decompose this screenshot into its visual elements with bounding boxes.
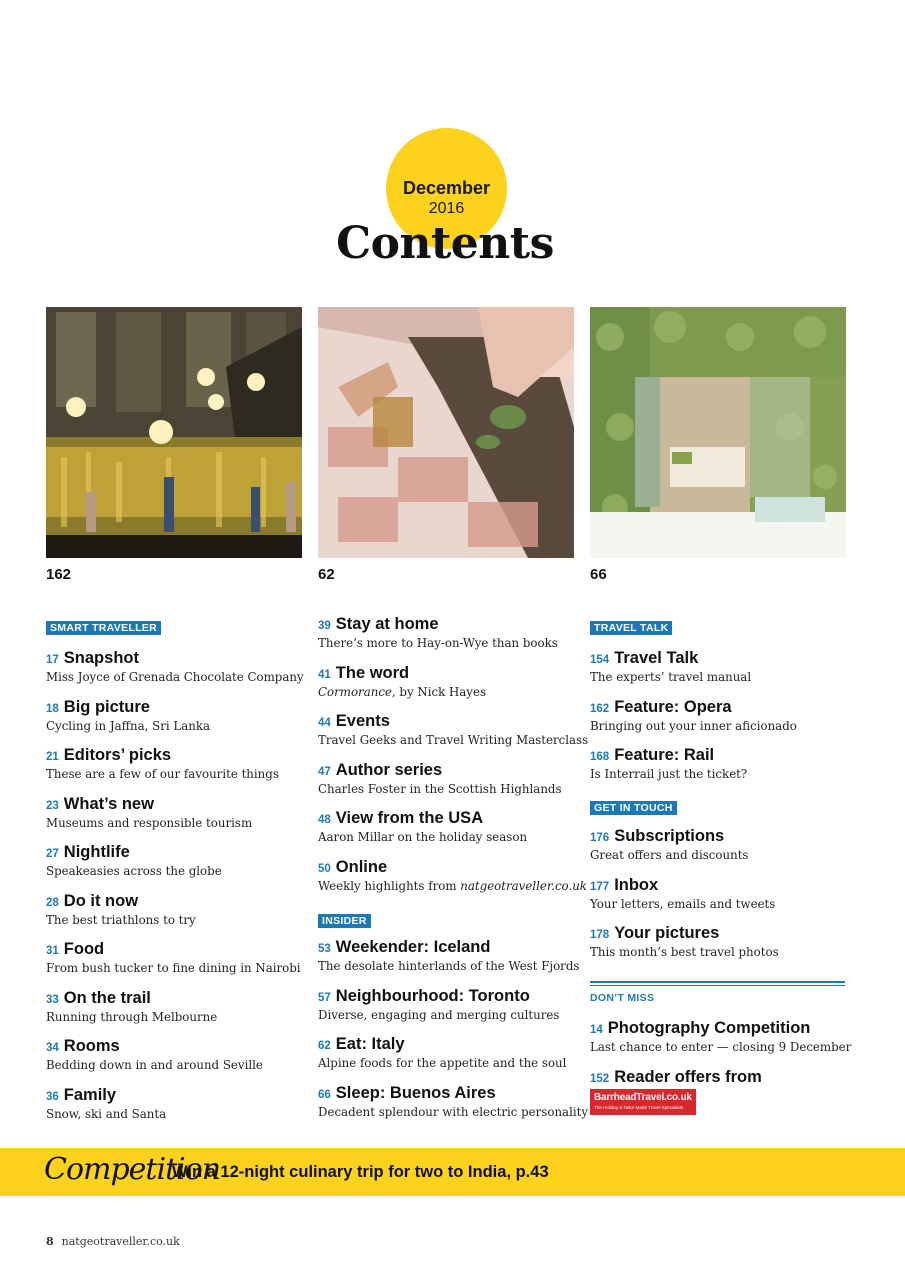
entry-page: 162 bbox=[590, 703, 610, 715]
toc-entry[interactable] bbox=[318, 937, 608, 974]
entry-page: 176 bbox=[590, 832, 610, 844]
entry-desc: Is Interrail just the ticket? bbox=[590, 767, 748, 781]
entry-desc-rest: Weekly highlights from bbox=[318, 879, 461, 893]
barrhead-travel-logo[interactable] bbox=[590, 1089, 696, 1115]
entry-title: On the trail bbox=[63, 989, 151, 1007]
entry-title: Weekender: Iceland bbox=[335, 938, 491, 956]
opera-stage-photo[interactable] bbox=[46, 307, 302, 558]
footer-site: natgeotraveller.co.uk bbox=[61, 1235, 180, 1248]
entry-page: 178 bbox=[590, 929, 610, 941]
entry-page: 152 bbox=[590, 1073, 610, 1085]
toc-entry[interactable] bbox=[318, 986, 608, 1023]
logo-tagline: The Holiday & Tailor-Made Travel Specialists bbox=[594, 1105, 684, 1110]
entry-desc bbox=[318, 879, 608, 894]
entry-title: Events bbox=[335, 712, 390, 730]
logo-name: BarrheadTravel.co.uk bbox=[594, 1092, 692, 1103]
entry-desc-italic: Cormorance bbox=[318, 685, 392, 699]
column-travel-talk bbox=[590, 618, 855, 959]
entry-title: Travel Talk bbox=[614, 649, 699, 667]
toc-entry[interactable] bbox=[318, 1083, 608, 1120]
section-label: GET IN TOUCH bbox=[590, 801, 677, 815]
entry-title: The word bbox=[335, 664, 410, 682]
entry-title: Stay at home bbox=[335, 615, 439, 633]
entry-page: 50 bbox=[318, 863, 331, 875]
entry-desc: These are a few of our favourite things bbox=[46, 767, 279, 781]
entry-page: 177 bbox=[590, 881, 610, 893]
toc-entry[interactable] bbox=[590, 1018, 880, 1055]
entry-page: 53 bbox=[318, 943, 331, 955]
toc-entry[interactable] bbox=[318, 663, 608, 700]
entry-page: 48 bbox=[318, 814, 331, 826]
divider bbox=[590, 985, 845, 986]
competition-banner[interactable] bbox=[0, 1148, 905, 1196]
entry-page: 168 bbox=[590, 751, 610, 763]
food-preparation-photo[interactable] bbox=[318, 307, 574, 558]
column-smart-traveller bbox=[46, 618, 311, 1121]
toc-entry[interactable] bbox=[318, 808, 608, 845]
page-footer bbox=[46, 1235, 180, 1248]
section-label: TRAVEL TALK bbox=[590, 621, 672, 635]
entry-desc: Bringing out your inner aficionado bbox=[590, 719, 797, 733]
issue-month: December bbox=[402, 178, 491, 198]
toc-entry[interactable] bbox=[318, 857, 608, 894]
entry-title: Reader offers from bbox=[614, 1068, 762, 1086]
entry-desc: Museums and responsible tourism bbox=[46, 816, 253, 830]
entry-desc: Alpine foods for the appetite and the soul bbox=[318, 1056, 567, 1070]
entry-page: 31 bbox=[46, 945, 59, 957]
photo-page-number: 162 bbox=[46, 566, 72, 583]
entry-page: 28 bbox=[46, 897, 59, 909]
entry-page: 44 bbox=[318, 717, 331, 729]
entry-page: 154 bbox=[590, 654, 610, 666]
entry-desc: The desolate hinterlands of the West Fjords bbox=[318, 959, 580, 973]
toc-entry[interactable] bbox=[590, 923, 880, 960]
entry-page: 39 bbox=[318, 620, 331, 632]
entry-page: 23 bbox=[46, 800, 59, 812]
toc-entry[interactable] bbox=[46, 794, 336, 831]
photo-page-number: 62 bbox=[318, 566, 335, 583]
entry-title: Feature: Opera bbox=[614, 698, 732, 716]
toc-entry[interactable] bbox=[590, 648, 880, 685]
entry-title: Rooms bbox=[63, 1037, 120, 1055]
entry-title: Editors’ picks bbox=[63, 746, 172, 764]
entry-page: 57 bbox=[318, 992, 331, 1004]
toc-entry[interactable] bbox=[46, 988, 336, 1025]
entry-title: Family bbox=[63, 1086, 117, 1104]
entry-desc: From bush tucker to fine dining in Nairobi bbox=[46, 961, 301, 975]
entry-title: Nightlife bbox=[63, 843, 130, 861]
section-label: INSIDER bbox=[318, 914, 371, 928]
entry-title: Food bbox=[63, 940, 105, 958]
entry-page: 14 bbox=[590, 1024, 603, 1036]
entry-desc: Bedding down in and around Seville bbox=[46, 1058, 263, 1072]
competition-script-title: Competition bbox=[44, 1152, 221, 1187]
entry-desc: There’s more to Hay-on-Wye than books bbox=[318, 636, 558, 650]
toc-entry[interactable] bbox=[46, 1085, 336, 1122]
entry-desc: Last chance to enter — closing 9 December bbox=[590, 1040, 852, 1054]
entry-desc: Diverse, engaging and merging cultures bbox=[318, 1008, 560, 1022]
entry-desc: Miss Joyce of Grenada Chocolate Company bbox=[46, 670, 304, 684]
entry-page: 27 bbox=[46, 848, 59, 860]
entry-desc: The experts’ travel manual bbox=[590, 670, 752, 684]
entry-desc: Travel Geeks and Travel Writing Masterclass bbox=[318, 733, 589, 747]
toc-entry[interactable] bbox=[590, 826, 880, 863]
entry-title: Feature: Rail bbox=[614, 746, 715, 764]
competition-text: Win a 12-night culinary trip for two to India, p.43 bbox=[172, 1163, 549, 1181]
toc-entry[interactable] bbox=[46, 745, 336, 782]
entry-title: Your pictures bbox=[614, 924, 720, 942]
entry-desc: Decadent splendour with electric personality bbox=[318, 1105, 589, 1119]
entry-page: 34 bbox=[46, 1042, 59, 1054]
page-title: Contents bbox=[336, 218, 554, 269]
entry-title: Author series bbox=[335, 761, 443, 779]
entry-desc: Charles Foster in the Scottish Highlands bbox=[318, 782, 562, 796]
entry-title: Subscriptions bbox=[614, 827, 725, 845]
toc-entry[interactable] bbox=[46, 891, 336, 928]
issue-year: 2016 bbox=[428, 200, 465, 217]
toc-entry[interactable] bbox=[46, 842, 336, 879]
toc-entry[interactable] bbox=[590, 745, 880, 782]
toc-entry[interactable] bbox=[590, 875, 880, 912]
entry-page: 17 bbox=[46, 654, 59, 666]
entry-title: View from the USA bbox=[335, 809, 484, 827]
entry-page: 62 bbox=[318, 1040, 331, 1052]
section-label-dont-miss: DON’T MISS bbox=[590, 992, 655, 1004]
entry-title: Inbox bbox=[614, 876, 659, 894]
entry-desc bbox=[318, 685, 608, 700]
entry-desc: Running through Melbourne bbox=[46, 1010, 218, 1024]
entry-page: 66 bbox=[318, 1089, 331, 1101]
column-features bbox=[318, 614, 589, 1124]
entry-desc: Speakeasies across the globe bbox=[46, 864, 222, 878]
entry-desc-rest: , by Nick Hayes bbox=[391, 685, 487, 699]
entry-desc: The best triathlons to try bbox=[46, 913, 196, 927]
entry-desc: Great offers and discounts bbox=[590, 848, 749, 862]
toc-entry[interactable] bbox=[318, 711, 608, 748]
toc-entry[interactable] bbox=[46, 1036, 336, 1073]
toc-entry[interactable] bbox=[318, 1034, 608, 1071]
entry-title: Eat: Italy bbox=[335, 1035, 405, 1053]
entry-desc: This month’s best travel photos bbox=[590, 945, 779, 959]
footer-page-number: 8 bbox=[46, 1235, 54, 1248]
entry-page: 41 bbox=[318, 669, 331, 681]
toc-entry[interactable] bbox=[318, 614, 608, 651]
entry-title: Do it now bbox=[63, 892, 139, 910]
entry-desc-italic: natgeotraveller.co.uk bbox=[460, 879, 587, 893]
entry-desc: Your letters, emails and tweets bbox=[590, 897, 776, 911]
entry-page: 47 bbox=[318, 766, 331, 778]
section-label: SMART TRAVELLER bbox=[46, 621, 161, 635]
entry-page: 21 bbox=[46, 751, 59, 763]
entry-title: Sleep: Buenos Aires bbox=[335, 1084, 496, 1102]
toc-entry[interactable] bbox=[46, 697, 336, 734]
entry-title: What’s new bbox=[63, 795, 154, 813]
hotel-room-photo[interactable] bbox=[590, 307, 846, 558]
entry-title: Neighbourhood: Toronto bbox=[335, 987, 530, 1005]
entry-desc: Snow, ski and Santa bbox=[46, 1107, 167, 1121]
divider bbox=[590, 981, 845, 983]
entry-title: Online bbox=[335, 858, 388, 876]
entry-desc: Cycling in Jaffna, Sri Lanka bbox=[46, 719, 211, 733]
photo-page-number: 66 bbox=[590, 566, 607, 583]
entry-page: 18 bbox=[46, 703, 59, 715]
entry-page: 36 bbox=[46, 1091, 59, 1103]
entry-title: Big picture bbox=[63, 698, 150, 716]
entry-title: Photography Competition bbox=[607, 1019, 811, 1037]
toc-entry[interactable] bbox=[46, 939, 336, 976]
toc-entry[interactable] bbox=[590, 1067, 880, 1089]
entry-desc: Aaron Millar on the holiday season bbox=[318, 830, 528, 844]
entry-title: Snapshot bbox=[63, 649, 139, 667]
entry-page: 33 bbox=[46, 994, 59, 1006]
toc-entry[interactable] bbox=[590, 697, 880, 734]
toc-entry[interactable] bbox=[318, 760, 608, 797]
toc-entry[interactable] bbox=[46, 648, 336, 685]
